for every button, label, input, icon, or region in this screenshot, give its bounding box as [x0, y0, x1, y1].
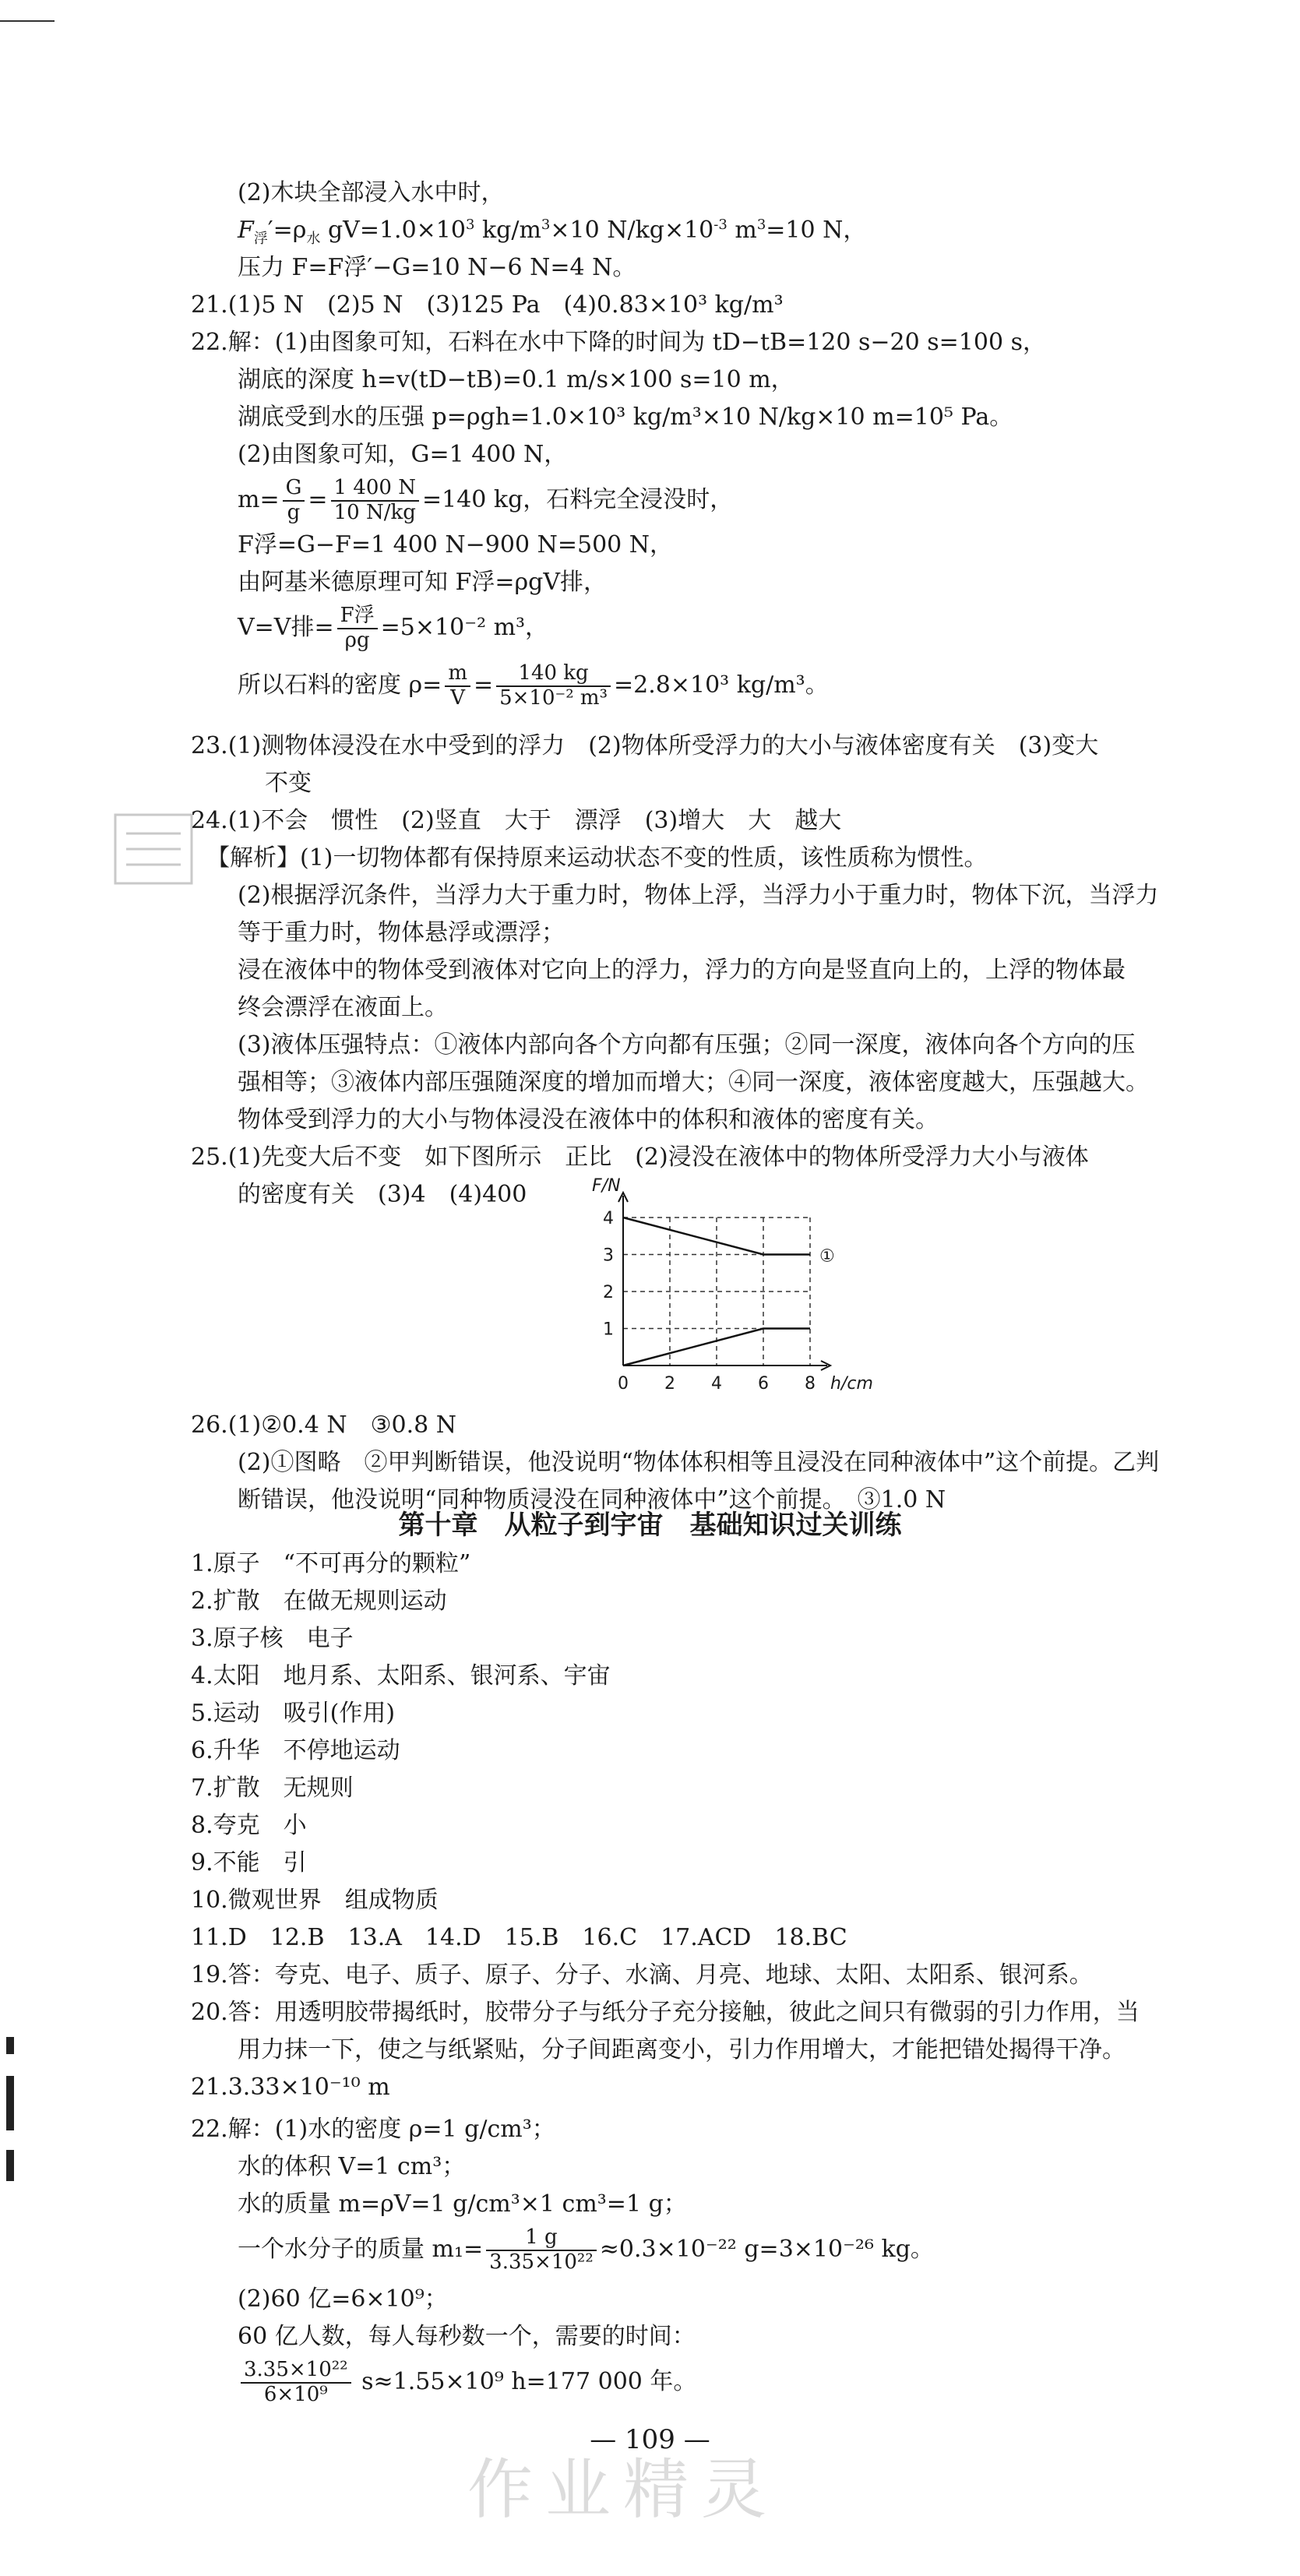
- chapter10-answer-line: 2.扩散 在做无规则运动: [191, 1588, 447, 1615]
- chapter10-answer-line: 1.原子 “不可再分的颗粒”: [191, 1550, 471, 1577]
- chapter10-answer-line: 7.扩散 无规则: [191, 1774, 354, 1802]
- chapter10-answer-line: 19.答：夸克、电子、质子、原子、分子、水滴、月亮、地球、太阳、太阳系、银河系。: [191, 1961, 1093, 1989]
- q22-line7: 由阿基米德原理可知 F浮=ρgV排，: [238, 569, 607, 596]
- force-depth-chart: [569, 1176, 873, 1408]
- page-number: — 109 —: [590, 2424, 710, 2455]
- x-axis-label: h/cm: [830, 1374, 873, 1394]
- chapter10-answer-line: 3.原子核 电子: [191, 1625, 354, 1652]
- q24-line5: 浸在液体中的物体受到液体对它向上的浮力，浮力的方向是竖直向上的，上浮的物体最: [238, 957, 1126, 984]
- q22b-line2: 水的体积 V=1 cm³；: [238, 2153, 466, 2180]
- q22-line6: F浮=G−F=1 400 N−900 N=500 N，: [238, 531, 674, 559]
- watermark: 作业精灵: [467, 2451, 780, 2528]
- q26-line1: 26.(1)②0.4 N ③0.8 N: [191, 1411, 456, 1439]
- q24-line1: 24.(1)不会 惯性 (2)竖直 大于 漂浮 (3)增大 大 越大: [191, 807, 842, 834]
- chapter10-answer-line: 20.答：用透明胶带揭纸时，胶带分子与纸分子充分接触，彼此之间只有微弱的引力作用，当: [191, 1999, 1140, 2026]
- q24-line8: 强相等；③液体内部压强随深度的增加而增大；④同一深度，液体密度越大，压强越大。: [238, 1069, 1149, 1096]
- q22b-line1: 22.解：(1)水的密度 ρ=1 g/cm³；: [191, 2116, 555, 2143]
- series-annotation: ①: [819, 1246, 835, 1267]
- q24-line9: 物体受到浮力的大小与物体浸没在液体中的体积和液体的密度有关。: [238, 1106, 939, 1133]
- chapter-title: 第十章 从粒子到宇宙 基础知识过关训练: [398, 1510, 902, 1541]
- q22b-line4: 一个水分子的质量 m₁= $\frac{1 g}{\text{3.35×10²²}}$ ≈0.3×10⁻²² g=3×10⁻²⁶ kg。: [238, 2225, 934, 2274]
- q21: 21.(1)5 N (2)5 N (3)125 Pa (4)0.83×10³ kg/m³: [191, 291, 784, 319]
- x-tick-label: 8: [805, 1374, 816, 1394]
- scan-mark: [6, 2076, 14, 2130]
- x-tick-label: 2: [664, 1374, 675, 1394]
- q22b-line7: $\frac{\text{3.35×10²²}}{\text{6×10⁹}}$ s≈1.55×10⁹ h=177 000 年。: [238, 2359, 696, 2407]
- q25-line2: 的密度有关 (3)4 (4)400: [238, 1181, 527, 1208]
- q22-line1: 22.解：(1)由图象可知，石料在水中下降的时间为 tD−tB=120 s−20 s=100 s，: [191, 329, 1046, 356]
- chapter10-answer-line: 11.D 12.B 13.A 14.D 15.B 16.C 17.ACD 18.BC: [191, 1924, 847, 1951]
- q22b-line3: 水的质量 m=ρV=1 g/cm³×1 cm³=1 g；: [238, 2190, 687, 2218]
- y-axis-label: F/N: [592, 1176, 621, 1196]
- q20-line2: $F_浮'=\rho_水$ $gV=1.0\times 10^3$ $kg/m^3\times 10$ $N/kg\times 10^{-3}$ $m^3=10$ N，: [238, 217, 867, 247]
- chapter10-answer-line: 4.太阳 地月系、太阳系、银河系、宇宙: [191, 1662, 611, 1690]
- top-rule: [0, 20, 55, 22]
- q22b-line6: 60 亿人数，每人每秒数一个，需要的时间：: [238, 2323, 696, 2350]
- q20-line1: (2)木块全部浸入水中时，: [238, 179, 505, 206]
- q26-line2: (2)①图略 ②甲判断错误，他没说明“物体体积相等且浸没在同种液体中”这个前提。乙判: [238, 1449, 1160, 1476]
- q24-line3: (2)根据浮沉条件，当浮力大于重力时，物体上浮，当浮力小于重力时，物体下沉，当浮力: [238, 882, 1159, 909]
- q22b-line5: (2)60 亿=6×10⁹；: [238, 2285, 448, 2313]
- y-tick-label: 3: [603, 1246, 614, 1266]
- q22-line4: (2)由图象可知，G=1 400 N，: [238, 441, 568, 468]
- stamp-icon: [111, 810, 196, 888]
- q23-line1: 23.(1)测物体浸没在水中受到的浮力 (2)物体所受浮力的大小与液体密度有关 (3)变大: [191, 732, 1099, 759]
- q24-line6: 终会漂浮在液面上。: [238, 994, 448, 1021]
- chapter10-answer-line: 9.不能 引: [191, 1849, 307, 1876]
- x-tick-label: 6: [758, 1374, 769, 1394]
- y-tick-label: 2: [603, 1283, 614, 1302]
- y-tick-label: 1: [603, 1320, 614, 1340]
- chapter10-answer-line: 5.运动 吸引(作用): [191, 1700, 396, 1727]
- q20-line3: 压力 F=F浮′−G=10 N−6 N=4 N。: [238, 254, 636, 281]
- q24-line7: (3)液体压强特点：①液体内部向各个方向都有压强；②同一深度，液体向各个方向的压: [238, 1031, 1136, 1059]
- scan-mark: [6, 2150, 14, 2181]
- x-tick-label: 4: [711, 1374, 722, 1394]
- chapter10-answer-line: 6.升华 不停地运动: [191, 1737, 400, 1764]
- chapter10-answer-line: 用力抹一下，使之与纸紧贴，分子间距离变小，引力作用增大，才能把错处揭得干净。: [238, 2036, 1126, 2063]
- q24-line4: 等于重力时，物体悬浮或漂浮；: [238, 919, 565, 946]
- scan-mark: [6, 2037, 14, 2054]
- q25-line1: 25.(1)先变大后不变 如下图所示 正比 (2)浸没在液体中的物体所受浮力大小与液体: [191, 1144, 1089, 1171]
- q26-line3: 断错误，他没说明“同种物质浸没在同种液体中”这个前提。 ③1.0 N: [238, 1486, 946, 1514]
- chapter10-answer-line: 10.微观世界 组成物质: [191, 1887, 439, 1914]
- q22-line2: 湖底的深度 h=v(tD−tB)=0.1 m/s×100 s=10 m，: [238, 366, 794, 393]
- q22-line5: m= $\frac{G}{g}$ = $\frac{1 400 N}{10 N/kg}$ =140 kg，石料完全浸没时，: [238, 476, 734, 524]
- chapter10-answer-line: 21.3.33×10⁻¹⁰ m: [191, 2074, 390, 2101]
- q24-line2: 【解析】(1)一切物体都有保持原来运动状态不变的性质，该性质称为惯性。: [206, 844, 988, 872]
- q22-line3: 湖底受到水的压强 p=ρgh=1.0×10³ kg/m³×10 N/kg×10 m=10⁵ Pa。: [238, 403, 1013, 431]
- q23-line2: 不变: [265, 770, 312, 797]
- y-tick-label: 4: [603, 1209, 614, 1228]
- q22-line8: V=V排= $\frac{\text{F浮}}{\rho g}$ =5×10⁻² m³，: [238, 604, 549, 652]
- chapter10-answer-line: 8.夸克 小: [191, 1812, 307, 1839]
- x-tick-label: 0: [618, 1374, 629, 1394]
- q22-line9: 所以石料的密度 ρ= $\frac{m}{V}$ = $\frac{140 kg}{\text{5×10⁻² m³}}$ =2.8×10³ kg/m³。: [238, 661, 829, 710]
